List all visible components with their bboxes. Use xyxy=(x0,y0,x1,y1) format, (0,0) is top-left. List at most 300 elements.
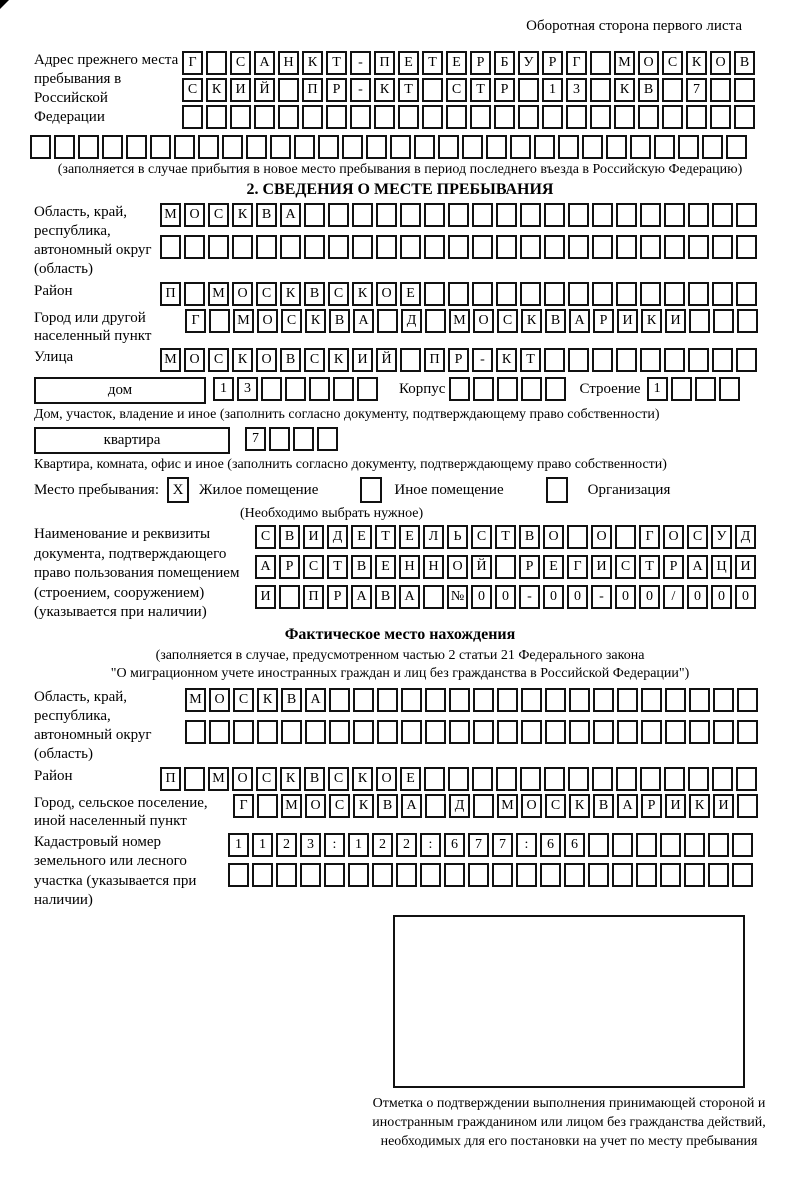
char-cell[interactable]: У xyxy=(518,51,539,75)
char-cell[interactable]: И xyxy=(352,348,373,372)
char-cell[interactable]: И xyxy=(713,794,734,818)
char-cell[interactable]: Р xyxy=(641,794,662,818)
char-cell[interactable] xyxy=(654,135,675,159)
char-cell[interactable] xyxy=(569,688,590,712)
char-cell[interactable]: В xyxy=(304,767,325,791)
char-cell[interactable]: С xyxy=(208,203,229,227)
char-cell[interactable] xyxy=(377,688,398,712)
char-cell[interactable] xyxy=(54,135,75,159)
char-cell[interactable] xyxy=(472,767,493,791)
char-cell[interactable] xyxy=(732,833,753,857)
char-cell[interactable]: К xyxy=(257,688,278,712)
char-cell[interactable] xyxy=(568,767,589,791)
char-cell[interactable]: Т xyxy=(375,525,396,549)
char-cell[interactable]: 2 xyxy=(276,833,297,857)
char-cell[interactable]: Р xyxy=(326,78,347,102)
char-cell[interactable]: Н xyxy=(399,555,420,579)
char-cell[interactable] xyxy=(737,794,758,818)
char-cell[interactable]: Ь xyxy=(447,525,468,549)
char-cell[interactable] xyxy=(230,105,251,129)
char-cell[interactable] xyxy=(350,105,371,129)
char-cell[interactable] xyxy=(328,203,349,227)
char-cell[interactable] xyxy=(702,135,723,159)
char-cell[interactable] xyxy=(305,720,326,744)
char-cell[interactable] xyxy=(612,833,633,857)
char-cell[interactable] xyxy=(396,863,417,887)
char-cell[interactable] xyxy=(713,309,734,333)
char-cell[interactable] xyxy=(423,585,444,609)
char-cell[interactable]: Г xyxy=(567,555,588,579)
char-cell[interactable] xyxy=(665,688,686,712)
char-cell[interactable] xyxy=(256,235,277,259)
char-cell[interactable] xyxy=(660,833,681,857)
char-cell[interactable] xyxy=(712,282,733,306)
char-cell[interactable] xyxy=(712,767,733,791)
char-cell[interactable]: К xyxy=(206,78,227,102)
char-cell[interactable] xyxy=(518,78,539,102)
char-cell[interactable]: В xyxy=(351,555,372,579)
char-cell[interactable] xyxy=(510,135,531,159)
char-cell[interactable] xyxy=(558,135,579,159)
char-cell[interactable] xyxy=(660,863,681,887)
char-cell[interactable] xyxy=(448,203,469,227)
char-cell[interactable] xyxy=(357,377,378,401)
char-cell[interactable]: С xyxy=(328,767,349,791)
char-cell[interactable] xyxy=(209,309,230,333)
char-cell[interactable] xyxy=(640,282,661,306)
char-cell[interactable]: Р xyxy=(470,51,491,75)
char-cell[interactable] xyxy=(449,688,470,712)
char-cell[interactable]: В xyxy=(638,78,659,102)
char-cell[interactable] xyxy=(324,863,345,887)
char-cell[interactable]: - xyxy=(591,585,612,609)
char-cell[interactable] xyxy=(209,720,230,744)
char-cell[interactable] xyxy=(641,688,662,712)
char-cell[interactable] xyxy=(640,203,661,227)
stay-type-checkbox-other[interactable] xyxy=(360,477,382,503)
char-cell[interactable]: И xyxy=(255,585,276,609)
char-cell[interactable] xyxy=(665,720,686,744)
char-cell[interactable] xyxy=(300,863,321,887)
char-cell[interactable]: Р xyxy=(494,78,515,102)
char-cell[interactable]: Й xyxy=(471,555,492,579)
char-cell[interactable]: С xyxy=(233,688,254,712)
char-cell[interactable] xyxy=(736,235,757,259)
char-cell[interactable]: А xyxy=(254,51,275,75)
char-cell[interactable] xyxy=(640,348,661,372)
char-cell[interactable] xyxy=(184,235,205,259)
char-cell[interactable] xyxy=(293,427,314,451)
char-cell[interactable]: О xyxy=(209,688,230,712)
char-cell[interactable]: О xyxy=(663,525,684,549)
char-cell[interactable] xyxy=(593,688,614,712)
char-cell[interactable] xyxy=(616,767,637,791)
char-cell[interactable] xyxy=(545,720,566,744)
char-cell[interactable] xyxy=(448,767,469,791)
char-cell[interactable] xyxy=(281,720,302,744)
char-cell[interactable] xyxy=(616,235,637,259)
char-cell[interactable]: 0 xyxy=(495,585,516,609)
char-cell[interactable] xyxy=(401,720,422,744)
char-cell[interactable] xyxy=(372,863,393,887)
char-cell[interactable] xyxy=(400,348,421,372)
char-cell[interactable]: - xyxy=(519,585,540,609)
char-cell[interactable] xyxy=(737,720,758,744)
char-cell[interactable]: А xyxy=(617,794,638,818)
char-cell[interactable]: Д xyxy=(327,525,348,549)
char-cell[interactable]: М xyxy=(281,794,302,818)
char-cell[interactable]: М xyxy=(160,203,181,227)
char-cell[interactable] xyxy=(401,688,422,712)
char-cell[interactable]: О xyxy=(710,51,731,75)
char-cell[interactable]: : xyxy=(516,833,537,857)
char-cell[interactable]: : xyxy=(324,833,345,857)
char-cell[interactable] xyxy=(422,105,443,129)
char-cell[interactable]: К xyxy=(686,51,707,75)
char-cell[interactable]: К xyxy=(641,309,662,333)
char-cell[interactable] xyxy=(662,105,683,129)
char-cell[interactable]: 3 xyxy=(566,78,587,102)
char-cell[interactable]: - xyxy=(350,51,371,75)
char-cell[interactable] xyxy=(640,767,661,791)
char-cell[interactable]: А xyxy=(280,203,301,227)
char-cell[interactable]: А xyxy=(399,585,420,609)
char-cell[interactable]: Й xyxy=(254,78,275,102)
char-cell[interactable] xyxy=(638,105,659,129)
char-cell[interactable] xyxy=(615,525,636,549)
char-cell[interactable] xyxy=(544,235,565,259)
char-cell[interactable] xyxy=(473,794,494,818)
char-cell[interactable]: К xyxy=(328,348,349,372)
char-cell[interactable] xyxy=(540,863,561,887)
char-cell[interactable]: С xyxy=(281,309,302,333)
char-cell[interactable] xyxy=(400,203,421,227)
char-cell[interactable]: Т xyxy=(326,51,347,75)
char-cell[interactable] xyxy=(233,720,254,744)
char-cell[interactable] xyxy=(377,309,398,333)
char-cell[interactable] xyxy=(688,767,709,791)
char-cell[interactable] xyxy=(342,135,363,159)
char-cell[interactable]: Е xyxy=(399,525,420,549)
char-cell[interactable] xyxy=(516,863,537,887)
char-cell[interactable] xyxy=(593,720,614,744)
char-cell[interactable] xyxy=(664,348,685,372)
char-cell[interactable]: М xyxy=(233,309,254,333)
char-cell[interactable]: Р xyxy=(327,585,348,609)
char-cell[interactable]: С xyxy=(329,794,350,818)
char-cell[interactable] xyxy=(102,135,123,159)
char-cell[interactable] xyxy=(734,78,755,102)
char-cell[interactable]: К xyxy=(280,282,301,306)
char-cell[interactable]: 0 xyxy=(615,585,636,609)
char-cell[interactable]: 1 xyxy=(647,377,668,401)
char-cell[interactable]: О xyxy=(232,282,253,306)
char-cell[interactable]: К xyxy=(352,282,373,306)
char-cell[interactable] xyxy=(398,105,419,129)
char-cell[interactable] xyxy=(400,235,421,259)
char-cell[interactable]: 7 xyxy=(492,833,513,857)
char-cell[interactable]: Р xyxy=(448,348,469,372)
char-cell[interactable]: В xyxy=(734,51,755,75)
char-cell[interactable] xyxy=(352,235,373,259)
char-cell[interactable] xyxy=(30,135,51,159)
char-cell[interactable] xyxy=(592,235,613,259)
char-cell[interactable] xyxy=(390,135,411,159)
char-cell[interactable] xyxy=(496,282,517,306)
char-cell[interactable]: М xyxy=(449,309,470,333)
char-cell[interactable]: Т xyxy=(520,348,541,372)
char-cell[interactable]: П xyxy=(160,282,181,306)
char-cell[interactable]: П xyxy=(160,767,181,791)
char-cell[interactable] xyxy=(688,203,709,227)
char-cell[interactable] xyxy=(232,235,253,259)
char-cell[interactable]: М xyxy=(614,51,635,75)
char-cell[interactable] xyxy=(377,720,398,744)
char-cell[interactable]: И xyxy=(303,525,324,549)
char-cell[interactable]: С xyxy=(687,525,708,549)
char-cell[interactable] xyxy=(444,863,465,887)
char-cell[interactable]: 6 xyxy=(540,833,561,857)
char-cell[interactable]: С xyxy=(182,78,203,102)
char-cell[interactable]: Т xyxy=(398,78,419,102)
char-cell[interactable] xyxy=(689,720,710,744)
char-cell[interactable]: С xyxy=(208,348,229,372)
char-cell[interactable]: К xyxy=(496,348,517,372)
char-cell[interactable]: К xyxy=(305,309,326,333)
char-cell[interactable] xyxy=(496,203,517,227)
char-cell[interactable] xyxy=(302,105,323,129)
char-cell[interactable] xyxy=(352,203,373,227)
char-cell[interactable] xyxy=(462,135,483,159)
char-cell[interactable]: Е xyxy=(543,555,564,579)
char-cell[interactable] xyxy=(449,377,470,401)
char-cell[interactable]: А xyxy=(687,555,708,579)
char-cell[interactable] xyxy=(496,235,517,259)
char-cell[interactable] xyxy=(520,282,541,306)
char-cell[interactable] xyxy=(246,135,267,159)
char-cell[interactable]: О xyxy=(473,309,494,333)
char-cell[interactable]: Н xyxy=(423,555,444,579)
char-cell[interactable] xyxy=(366,135,387,159)
char-cell[interactable]: М xyxy=(185,688,206,712)
char-cell[interactable] xyxy=(545,377,566,401)
char-cell[interactable] xyxy=(616,348,637,372)
char-cell[interactable]: 1 xyxy=(228,833,249,857)
char-cell[interactable]: Т xyxy=(422,51,443,75)
char-cell[interactable]: Д xyxy=(401,309,422,333)
char-cell[interactable] xyxy=(496,767,517,791)
char-cell[interactable]: - xyxy=(472,348,493,372)
char-cell[interactable] xyxy=(520,767,541,791)
char-cell[interactable]: О xyxy=(184,348,205,372)
char-cell[interactable] xyxy=(309,377,330,401)
char-cell[interactable] xyxy=(150,135,171,159)
char-cell[interactable]: С xyxy=(304,348,325,372)
char-cell[interactable]: К xyxy=(689,794,710,818)
char-cell[interactable]: К xyxy=(569,794,590,818)
char-cell[interactable]: С xyxy=(255,525,276,549)
char-cell[interactable] xyxy=(734,105,755,129)
char-cell[interactable]: Ц xyxy=(711,555,732,579)
char-cell[interactable] xyxy=(208,235,229,259)
char-cell[interactable]: Р xyxy=(663,555,684,579)
char-cell[interactable] xyxy=(206,51,227,75)
char-cell[interactable] xyxy=(222,135,243,159)
char-cell[interactable] xyxy=(449,720,470,744)
char-cell[interactable] xyxy=(326,105,347,129)
char-cell[interactable] xyxy=(257,720,278,744)
char-cell[interactable] xyxy=(261,377,282,401)
char-cell[interactable]: 3 xyxy=(300,833,321,857)
char-cell[interactable] xyxy=(333,377,354,401)
char-cell[interactable] xyxy=(353,688,374,712)
char-cell[interactable] xyxy=(497,688,518,712)
char-cell[interactable] xyxy=(590,78,611,102)
char-cell[interactable]: К xyxy=(374,78,395,102)
char-cell[interactable]: У xyxy=(711,525,732,549)
char-cell[interactable]: С xyxy=(545,794,566,818)
char-cell[interactable]: К xyxy=(521,309,542,333)
char-cell[interactable] xyxy=(424,235,445,259)
char-cell[interactable] xyxy=(206,105,227,129)
char-cell[interactable] xyxy=(713,720,734,744)
char-cell[interactable]: О xyxy=(591,525,612,549)
char-cell[interactable] xyxy=(590,51,611,75)
char-cell[interactable]: Р xyxy=(519,555,540,579)
char-cell[interactable] xyxy=(688,235,709,259)
char-cell[interactable] xyxy=(78,135,99,159)
char-cell[interactable]: А xyxy=(351,585,372,609)
char-cell[interactable]: О xyxy=(447,555,468,579)
char-cell[interactable]: 0 xyxy=(471,585,492,609)
char-cell[interactable] xyxy=(270,135,291,159)
char-cell[interactable]: П xyxy=(424,348,445,372)
char-cell[interactable] xyxy=(712,348,733,372)
char-cell[interactable] xyxy=(617,688,638,712)
char-cell[interactable]: С xyxy=(303,555,324,579)
char-cell[interactable]: П xyxy=(302,78,323,102)
char-cell[interactable] xyxy=(304,203,325,227)
char-cell[interactable]: Н xyxy=(278,51,299,75)
char-cell[interactable]: Е xyxy=(398,51,419,75)
char-cell[interactable]: А xyxy=(305,688,326,712)
char-cell[interactable]: Е xyxy=(351,525,372,549)
char-cell[interactable]: 7 xyxy=(245,427,266,451)
char-cell[interactable] xyxy=(448,282,469,306)
char-cell[interactable] xyxy=(708,833,729,857)
char-cell[interactable] xyxy=(630,135,651,159)
stay-type-checkbox-residential[interactable]: X xyxy=(167,477,189,503)
char-cell[interactable] xyxy=(736,203,757,227)
char-cell[interactable] xyxy=(521,377,542,401)
char-cell[interactable] xyxy=(520,203,541,227)
char-cell[interactable] xyxy=(664,203,685,227)
char-cell[interactable] xyxy=(684,863,705,887)
char-cell[interactable]: О xyxy=(184,203,205,227)
char-cell[interactable] xyxy=(732,863,753,887)
char-cell[interactable]: К xyxy=(232,348,253,372)
char-cell[interactable]: 0 xyxy=(639,585,660,609)
char-cell[interactable]: В xyxy=(279,525,300,549)
char-cell[interactable]: О xyxy=(257,309,278,333)
char-cell[interactable] xyxy=(712,203,733,227)
char-cell[interactable] xyxy=(185,720,206,744)
char-cell[interactable] xyxy=(518,105,539,129)
char-cell[interactable]: - xyxy=(350,78,371,102)
char-cell[interactable]: И xyxy=(591,555,612,579)
char-cell[interactable] xyxy=(254,105,275,129)
char-cell[interactable]: 7 xyxy=(686,78,707,102)
char-cell[interactable] xyxy=(544,282,565,306)
char-cell[interactable]: Т xyxy=(470,78,491,102)
char-cell[interactable] xyxy=(329,720,350,744)
char-cell[interactable]: И xyxy=(665,309,686,333)
char-cell[interactable]: А xyxy=(401,794,422,818)
char-cell[interactable]: К xyxy=(232,203,253,227)
char-cell[interactable]: 7 xyxy=(468,833,489,857)
char-cell[interactable] xyxy=(688,282,709,306)
char-cell[interactable] xyxy=(472,235,493,259)
char-cell[interactable]: 3 xyxy=(237,377,258,401)
char-cell[interactable] xyxy=(736,348,757,372)
char-cell[interactable]: 1 xyxy=(213,377,234,401)
char-cell[interactable] xyxy=(736,282,757,306)
char-cell[interactable] xyxy=(422,78,443,102)
char-cell[interactable] xyxy=(470,105,491,129)
char-cell[interactable]: В xyxy=(280,348,301,372)
char-cell[interactable] xyxy=(420,863,441,887)
char-cell[interactable] xyxy=(468,863,489,887)
char-cell[interactable] xyxy=(184,282,205,306)
char-cell[interactable]: Т xyxy=(327,555,348,579)
char-cell[interactable] xyxy=(542,105,563,129)
char-cell[interactable]: С xyxy=(328,282,349,306)
char-cell[interactable] xyxy=(713,688,734,712)
char-cell[interactable] xyxy=(737,688,758,712)
char-cell[interactable]: Е xyxy=(375,555,396,579)
char-cell[interactable]: В xyxy=(377,794,398,818)
char-cell[interactable] xyxy=(285,377,306,401)
char-cell[interactable]: С xyxy=(256,767,277,791)
char-cell[interactable] xyxy=(678,135,699,159)
char-cell[interactable]: Д xyxy=(735,525,756,549)
char-cell[interactable] xyxy=(494,105,515,129)
char-cell[interactable]: Р xyxy=(542,51,563,75)
char-cell[interactable] xyxy=(566,105,587,129)
char-cell[interactable]: Г xyxy=(185,309,206,333)
char-cell[interactable] xyxy=(446,105,467,129)
char-cell[interactable] xyxy=(425,309,446,333)
char-cell[interactable]: 1 xyxy=(348,833,369,857)
char-cell[interactable] xyxy=(588,833,609,857)
char-cell[interactable] xyxy=(737,309,758,333)
char-cell[interactable]: № xyxy=(447,585,468,609)
char-cell[interactable] xyxy=(664,282,685,306)
char-cell[interactable]: Т xyxy=(639,555,660,579)
char-cell[interactable]: 0 xyxy=(735,585,756,609)
char-cell[interactable] xyxy=(689,688,710,712)
char-cell[interactable]: В xyxy=(519,525,540,549)
char-cell[interactable] xyxy=(492,863,513,887)
char-cell[interactable]: С xyxy=(471,525,492,549)
char-cell[interactable] xyxy=(329,688,350,712)
char-cell[interactable]: О xyxy=(543,525,564,549)
char-cell[interactable]: С xyxy=(256,282,277,306)
char-cell[interactable] xyxy=(664,767,685,791)
stay-type-checkbox-organization[interactable] xyxy=(546,477,568,503)
char-cell[interactable]: 6 xyxy=(444,833,465,857)
char-cell[interactable]: Й xyxy=(376,348,397,372)
